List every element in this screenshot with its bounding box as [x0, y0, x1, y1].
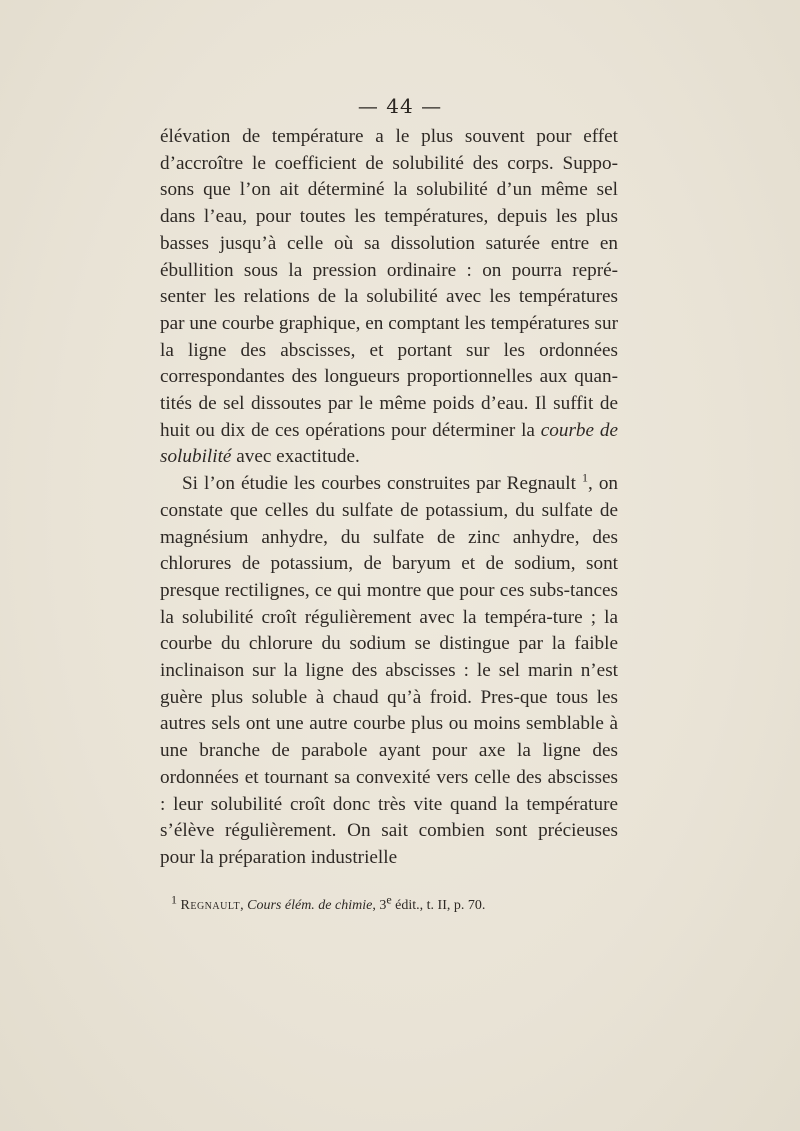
footnote-reference: 1 [581, 470, 588, 485]
italic-term: courbe de solubilité [160, 419, 618, 468]
paragraph-2 [160, 471, 618, 872]
paragraph-2-lead: Si l’on étudie les courbes construites par Regnault [182, 473, 576, 495]
page-number: — 44 — [357, 94, 443, 118]
footnote-edition: 3 [379, 898, 387, 913]
paragraph-1-tail: avec exactitude. [236, 446, 360, 468]
footnote: $^1$ Regnault, Cours élém. de chimie, 3e édit., t. II, p. 70. [171, 892, 486, 913]
body-text [160, 124, 618, 872]
footnote-author: Regnault [180, 898, 241, 913]
paragraph-1 [160, 124, 618, 471]
paragraph-2-rest: , on constate que celles du sulfate de potassium, du sulfate de magnésium anhydre, du sulfate de zinc anhydre, des chlorures de potassium, de baryum et de sodium, sont presque rectilignes, ce qui montre que pour ces subs-tances la solubilité croît régulièrement avec la tempéra-ture ; la courbe du chlorure du sodium se distingue par la faible inclinaison sur la ligne des abscisses : le sel marin n’est guère plus soluble à chaud qu’à froid. Pres-que tous les autres sels ont une autre courbe plus ou moins semblable à une branche de parabole ayant pour axe la ligne des ordonnées et tournant sa convexité vers celle des abscisses : leur solubilité croît donc très vite quand la température s’élève régulièrement. On sait combien sont précieuses pour la préparation industrielle [160, 473, 619, 868]
paragraph-1-text: élévation de température a le plus souvent pour effet d’accroître le coefficient de solubilité des corps. Suppo-sons que l’on ait déterminé la solubilité d’un même sel dans l’eau, pour toutes les températures, depuis les plus basses jusqu’à celle où sa dissolution saturée entre en ébullition sous la pression ordinaire : on pourra repré-senter les relations de la solubilité avec les températures par une courbe graphique, en comptant les températures sur la ligne des abscisses, et portant sur les ordonnées correspondantes des longueurs proportionnelles aux quan-tités de sel dissoutes par le même poids d’eau. Il suffit de huit ou dix de ces opérations pour déterminer la [160, 126, 618, 441]
footnote-details: édit., t. II, p. 70. [395, 898, 486, 913]
footnote-edition-sup: e [386, 892, 392, 907]
footnote-number: 1 [171, 892, 177, 907]
footnote-title: Cours élém. de chimie [247, 898, 373, 913]
